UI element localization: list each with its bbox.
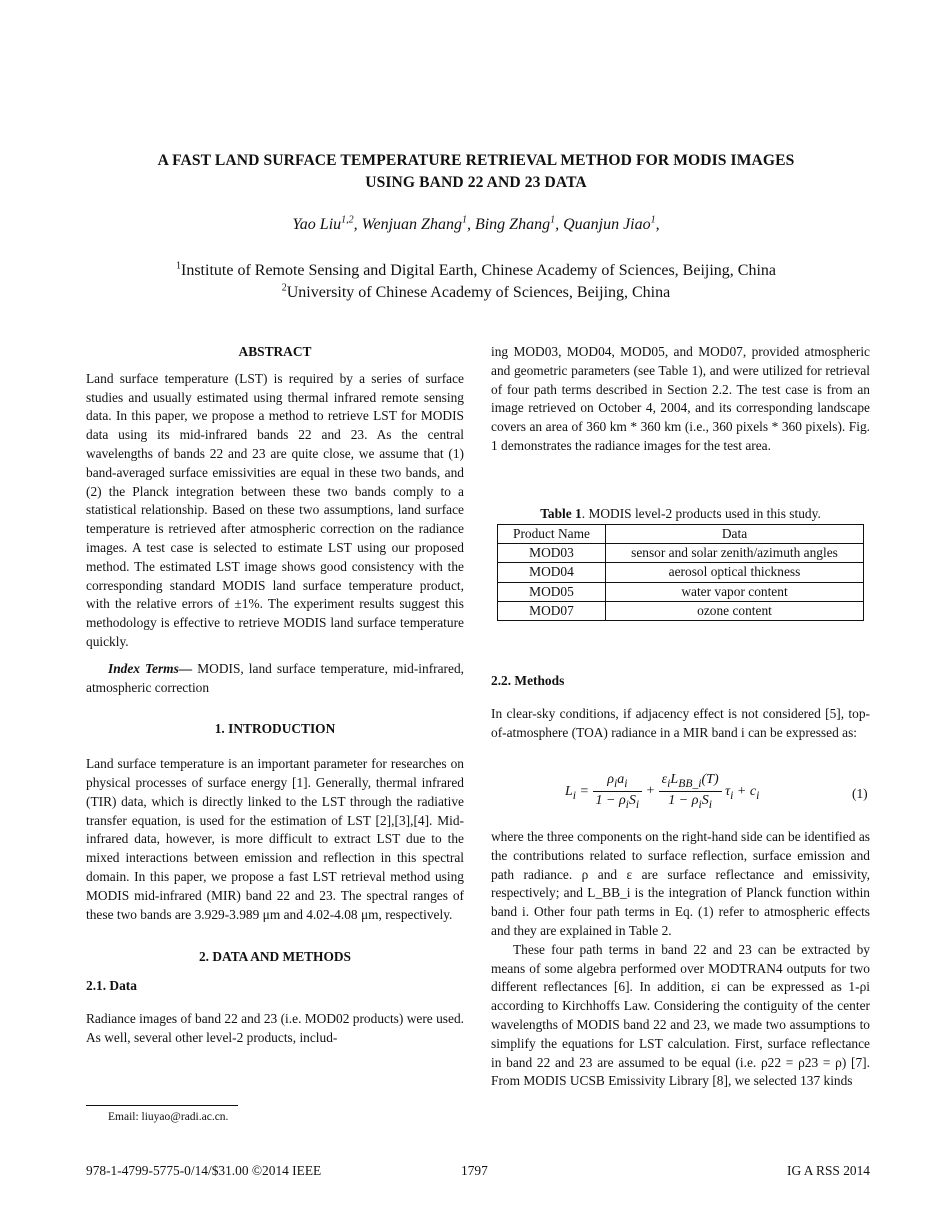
footnote-email: Email: liuyao@radi.ac.cn. (108, 1111, 229, 1123)
methods-section (491, 672, 870, 742)
affiliation (60, 260, 892, 282)
left-column (86, 343, 464, 1048)
table-row (498, 601, 864, 620)
index-terms-text: MODIS, land surface temperature, mid-infrared, atmospheric correction (86, 660, 465, 695)
footer-conference: IG A RSS 2014 (787, 1163, 870, 1178)
abstract-heading: ABSTRACT (238, 344, 312, 359)
table-caption-text: . MODIS level-2 products used in this study. (581, 506, 821, 521)
table-cell: aerosol optical thickness (606, 563, 864, 582)
author-affil-sup: 1 (650, 214, 656, 226)
intro-text: Land surface temperature is an important parameter for researches on physical processes of surface energy [1]. Generally, thermal infrared (TIR) data, which is directly linked to the LST through the radiative transfer equation, is used for the estimation of LST [2],[3],[4]. Mid-infrared data, however, is more difficult to extract LST due to the mixed interactions between emission and reflection in this spectral domain. In this paper, we propose a fast LST retrieval method using MODIS mid-infrared (MIR) band 22 and 23. The spectral ranges of these two bands are 3.929-3.989 μm and 4.02-4.08 μm, respectively. (86, 756, 464, 922)
table-header-cell: Product Name (498, 525, 606, 544)
title-line-2: USING BAND 22 AND 23 DATA (365, 174, 587, 191)
data-text: Radiance images of band 22 and 23 (i.e. MOD02 products) were used. As well, several other level-2 products, includ- (86, 1010, 464, 1045)
title-line-1: A FAST LAND SURFACE TEMPERATURE RETRIEVAL METHOD FOR MODIS IMAGES (157, 152, 795, 169)
affiliation-list (60, 260, 892, 304)
methods-text-3: These four path terms in band 22 and 23 can be extracted by means of some algebra performed over MODTRAN4 outputs for two different reflectances [6]. In addition, εi can be expressed as 1-ρi according to Kirchhoffs Law. Considering the contiguity of the center wavelengths of MODIS band 22 and 23, we made two assumptions to simplify the equations for LST calculation. First, surface reflectance in band 22 and 23 are assumed to be equal (i.e. ρ22 = ρ23 = ρ) [7]. From MODIS UCSB Emissivity Library [8], we selected 137 kinds (491, 941, 870, 1089)
table-cell: MOD03 (498, 544, 606, 563)
intro-heading: 1. INTRODUCTION (214, 721, 336, 737)
equation-1: $L_i$ = $\frac{\rho_ia_i}{1 - \rho_iS_i}$ + $\frac{\varepsilon_iL_{BB\_i}(T)}{1 - \rho_iS_i}$ $\tau_i + c_i$ (565, 772, 760, 811)
affiliation-sup: 1 (176, 260, 181, 272)
page-number: 1797 (461, 1163, 488, 1178)
table-cell: MOD05 (498, 582, 606, 601)
table-cell: water vapor content (606, 582, 864, 601)
table-row (498, 582, 864, 601)
author-name: Yao Liu (292, 216, 342, 233)
abstract-text: Land surface temperature (LST) is required by a series of surface studies and usually estimated using thermal infrared remote sensing data. In this paper, we propose a method to retrieve LST for MODIS data using its mid-infrared bands 22 and 23. As the central wavelengths of bands 22 and 23 are quite close, we assume that (1) band-averaged surface emissivities are equal in these two bands, and (2) the Planck integration between these two bands comply to a statistical relationship. Based on these two assumptions, land surface temperature is retrieved after atmospheric correction on the radiance images. A test case is selected to estimate LST using our proposed method. The estimated LST image shows good consistency with the corresponding standard MODIS land surface temperature product, with the relative errors of ±1%. The experiment results suggest this methodology is effective to retrieve MODIS land surface temperature quickly. (86, 370, 464, 649)
equation-number: (1) (852, 786, 868, 801)
right-column (491, 343, 870, 456)
table-row (498, 544, 864, 563)
methods-continued (491, 828, 870, 1091)
table-header-row (498, 525, 864, 544)
paper-title (60, 150, 892, 194)
table-caption (497, 506, 864, 522)
footnote-rule (86, 1105, 238, 1106)
affiliation-sup: 2 (281, 282, 287, 294)
affiliation (60, 282, 892, 304)
author-affil-sup: 1,2 (341, 214, 354, 226)
index-terms (86, 660, 464, 698)
index-terms-label: Index Terms— (108, 660, 193, 676)
table-cell: MOD04 (498, 563, 606, 582)
footer-copyright: 978-1-4799-5775-0/14/$31.00 ©2014 IEEE (86, 1163, 322, 1178)
table-cell: ozone content (606, 601, 864, 620)
author-list: Yao Liu$^{1,2}$, Wenjuan Zhang$^1$, Bing Zhang$^1$, Quanjun Jiao$^1$, (292, 214, 660, 233)
data-text-continued: ing MOD03, MOD04, MOD05, and MOD07, provided atmospheric and geometric parameters (see Table 1), and were utilized for retrieval of four path terms described in Section 2.2. The test case is from an image retrieved on October 4, 2004, and its corresponding landscape covers an area of 360 km * 360 km (i.e., 360 pixels * 360 pixels). Fig. 1 demonstrates the radiance images for the test area. (491, 344, 870, 453)
affiliation-text: University of Chinese Academy of Sciences, Beijing, China (286, 284, 671, 301)
methods-subheading: 2.2. Methods (491, 673, 565, 688)
author-name: Quanjun Jiao (563, 216, 651, 233)
table-cell: MOD07 (498, 601, 606, 620)
affiliation-text: Institute of Remote Sensing and Digital Earth, Chinese Academy of Sciences, Beijing, China (181, 262, 776, 279)
methods-text-2: where the three components on the right-hand side can be identified as the contributions related to surface reflection, surface emission and path radiance. ρ and ε are surface reflectance and emissivity, respectively; and L_BB_i is the integration of Planck function within band i. Other four path terms in Eq. (1) refer to atmospheric effects and they are explained in Table 2. (491, 829, 870, 938)
table-row (498, 563, 864, 582)
data-subheading: 2.1. Data (86, 978, 137, 994)
methods-text-1: In clear-sky conditions, if adjacency effect is not considered [5], top-of-atmosphere (TOA) radiance in a MIR band i can be expressed as: (491, 705, 870, 740)
author-affil-sup: 1 (461, 214, 467, 226)
data-methods-heading: 2. DATA AND METHODS (198, 949, 352, 965)
table-header-cell: Data (606, 525, 864, 544)
table-1 (497, 524, 864, 621)
table-caption-label: Table 1 (540, 506, 582, 521)
table-cell: sensor and solar zenith/azimuth angles (606, 544, 864, 563)
author-name: Bing Zhang (474, 216, 551, 233)
author-affil-sup: 1 (550, 214, 556, 226)
author-name: Wenjuan Zhang (361, 216, 462, 233)
